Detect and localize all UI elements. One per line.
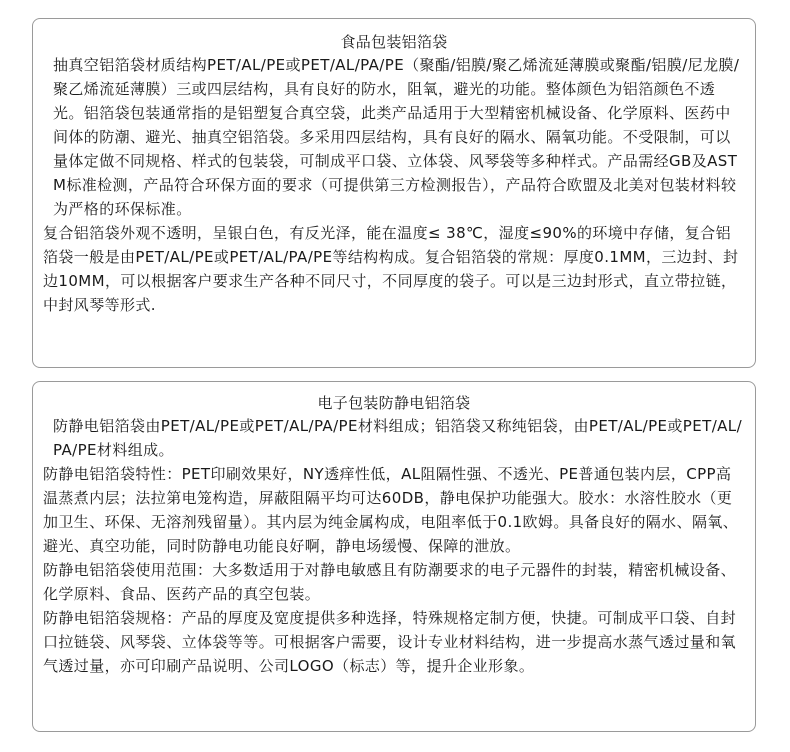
section-paragraph: 防静电铝箔袋特性：PET印刷效果好，NY透痒性低，AL阻隔性强、不透光、PE普通包装内层，CPP高温蒸煮内层；法拉第电笼构造，屏蔽阻隔平均可达60DB，静电保护功能强大。胶水：水溶性胶水（更加卫生、环保、无溶剂残留量）。其内层为纯金属构成，电阻率低于0.1欧姆。具备良好的隔水、隔氧、避光、真空功能，同时防静电功能良好啊，静电场缓慢、保障的泄放。 [43, 465, 739, 555]
section-paragraph: 复合铝箔袋外观不透明，呈银白色，有反光泽，能在温度≤ 38℃，湿度≤90%的环境中存储，复合铝箔袋一般是由PET/AL/PE或PET/AL/PA/PE等结构构成。复合铝箔袋的常规：厚度0.1MM，三边封、封边10MM，可以根据客户要求生产各种不同尺寸，不同厚度的袋子。可以是三边封形式，直立带拉链，中封风琴等形式. [43, 224, 739, 314]
section-title: 食品包装铝箔袋 [340, 33, 448, 51]
section-paragraph: 防静电铝箔袋规格：产品的厚度及宽度提供多种选择，特殊规格定制方便，快捷。可制成平口袋、自封口拉链袋、风琴袋、立体袋等等。可根据客户需要，设计专业材料结构，进一步提高水蒸气透过量和氧气透过量，亦可印刷产品说明、公司LOGO（标志）等，提升企业形象。 [43, 609, 737, 675]
section-title: 电子包装防静电铝箔袋 [317, 394, 471, 412]
section-paragraph: 抽真空铝箔袋材质结构PET/AL/PE或PET/AL/PA/PE（聚酯/铝膜/聚乙烯流延薄膜或聚酯/铝膜/尼龙膜/聚乙烯流延薄膜）三或四层结构，具有良好的防水，阻氧，避光的功能。整体颜色为铝箔颜色不透光。铝箔袋包装通常指的是铝塑复合真空袋，此类产品适用于大型精密机械设备、化学原料、医药中间体的防潮、避光、抽真空铝箔袋。多采用四层结构，具有良好的隔水、隔氧功能。不受限制，可以量体定做不同规格、样式的包装袋，可制成平口袋、立体袋、风琴袋等多种样式。产品需经GB及ASTM标准检测，产品符合环保方面的要求（可提供第三方检测报告），产品符合欧盟及北美对包装材料较为严格的环保标准。 [53, 56, 740, 218]
electronic-packaging-section [32, 381, 756, 732]
food-packaging-section [32, 18, 756, 368]
section-paragraph: 防静电铝箔袋使用范围：大多数适用于对静电敏感且有防潮要求的电子元器件的封装，精密机械设备、化学原料、食品、医药产品的真空包装。 [43, 561, 737, 603]
section-paragraph: 防静电铝箔袋由PET/AL/PE或PET/AL/PA/PE材料组成；铝箔袋又称纯铝袋，由PET/AL/PE或PET/AL/PA/PE材料组成。 [53, 417, 743, 459]
